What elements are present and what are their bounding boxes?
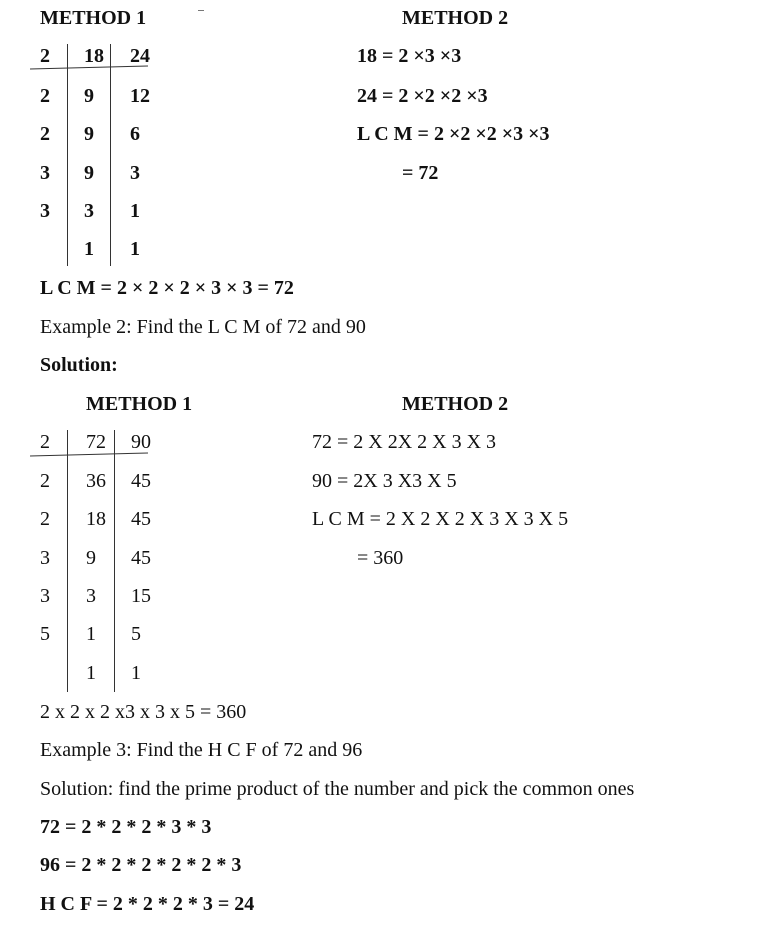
ladder-cell-a: 3	[84, 200, 94, 222]
ladder-cell-b: 5	[131, 623, 141, 645]
ladder-cell-b: 45	[131, 508, 151, 530]
ex2-ladder-vline-1	[67, 430, 68, 692]
ex1-result: L C M = 2 × 2 × 2 × 3 × 3 = 72	[40, 277, 294, 299]
ladder-divisor: 3	[40, 585, 50, 607]
ex3-title: Example 3: Find the H C F of 72 and 96	[40, 739, 363, 761]
ladder-cell-a: 1	[86, 623, 96, 645]
ladder-divisor: 2	[40, 431, 50, 453]
ladder-cell-b: 45	[131, 470, 151, 492]
ex1-method1-heading: METHOD 1	[40, 7, 147, 29]
ex1-method2-line: L C M = 2 ×2 ×2 ×3 ×3	[357, 123, 550, 145]
ladder-cell-b: 1	[130, 200, 140, 222]
ex2-ladder-vline-2	[114, 430, 115, 692]
ladder-divisor: 3	[40, 547, 50, 569]
ex2-title: Example 2: Find the L C M of 72 and 90	[40, 316, 366, 338]
ex2-solution-label: Solution:	[40, 354, 118, 376]
ladder-divisor: 2	[40, 45, 50, 67]
ladder-divisor: 5	[40, 623, 50, 645]
ladder-cell-b: 45	[131, 547, 151, 569]
ladder-cell-b: 12	[130, 85, 150, 107]
ex2-method2-line: = 360	[357, 547, 404, 569]
ladder-cell-a: 3	[86, 585, 96, 607]
ex3-solution: Solution: find the prime product of the number and pick the common ones	[40, 778, 635, 800]
ex3-line: 72 = 2 * 2 * 2 * 3 * 3	[40, 816, 212, 838]
ex3-line: 96 = 2 * 2 * 2 * 2 * 2 * 3	[40, 854, 242, 876]
ladder-cell-a: 18	[84, 45, 104, 67]
ex2-result: 2 x 2 x 2 x3 x 3 x 5 = 360	[40, 701, 247, 723]
ladder-divisor: 2	[40, 470, 50, 492]
ladder-cell-a: 18	[86, 508, 106, 530]
ex2-method2-line: L C M = 2 X 2 X 2 X 3 X 3 X 5	[312, 508, 569, 530]
ladder-cell-a: 1	[86, 662, 96, 684]
ex1-ladder-vline-1	[67, 44, 68, 266]
ladder-cell-a: 9	[84, 123, 94, 145]
ladder-cell-a: 72	[86, 431, 106, 453]
ladder-cell-a: 36	[86, 470, 106, 492]
ladder-divisor: 2	[40, 123, 50, 145]
ladder-cell-b: 6	[130, 123, 140, 145]
ladder-cell-a: 9	[86, 547, 96, 569]
ladder-cell-b: 3	[130, 162, 140, 184]
stray-mark	[198, 10, 204, 11]
ladder-divisor: 2	[40, 508, 50, 530]
ladder-cell-a: 1	[84, 238, 94, 260]
ladder-divisor: 3	[40, 162, 50, 184]
ex2-method2-line: 72 = 2 X 2X 2 X 3 X 3	[312, 431, 497, 453]
ex1-method2-line: 24 = 2 ×2 ×2 ×3	[357, 85, 488, 107]
ladder-divisor: 3	[40, 200, 50, 222]
ladder-cell-a: 9	[84, 85, 94, 107]
ex1-method2-line: = 72	[402, 162, 439, 184]
ladder-cell-b: 15	[131, 585, 151, 607]
ladder-divisor: 2	[40, 85, 50, 107]
ex2-method2-line: 90 = 2X 3 X3 X 5	[312, 470, 457, 492]
ladder-cell-b: 24	[130, 45, 150, 67]
ex3-line: H C F = 2 * 2 * 2 * 3 = 24	[40, 893, 255, 915]
ex1-method2-line: 18 = 2 ×3 ×3	[357, 45, 462, 67]
ladder-cell-b: 1	[131, 662, 141, 684]
ladder-cell-b: 90	[131, 431, 151, 453]
ex2-method1-heading: METHOD 1	[86, 393, 193, 415]
ex2-method2-heading: METHOD 2	[402, 393, 509, 415]
ladder-cell-b: 1	[130, 238, 140, 260]
ladder-cell-a: 9	[84, 162, 94, 184]
ex1-method2-heading: METHOD 2	[402, 7, 509, 29]
ex1-ladder-vline-2	[110, 44, 111, 266]
